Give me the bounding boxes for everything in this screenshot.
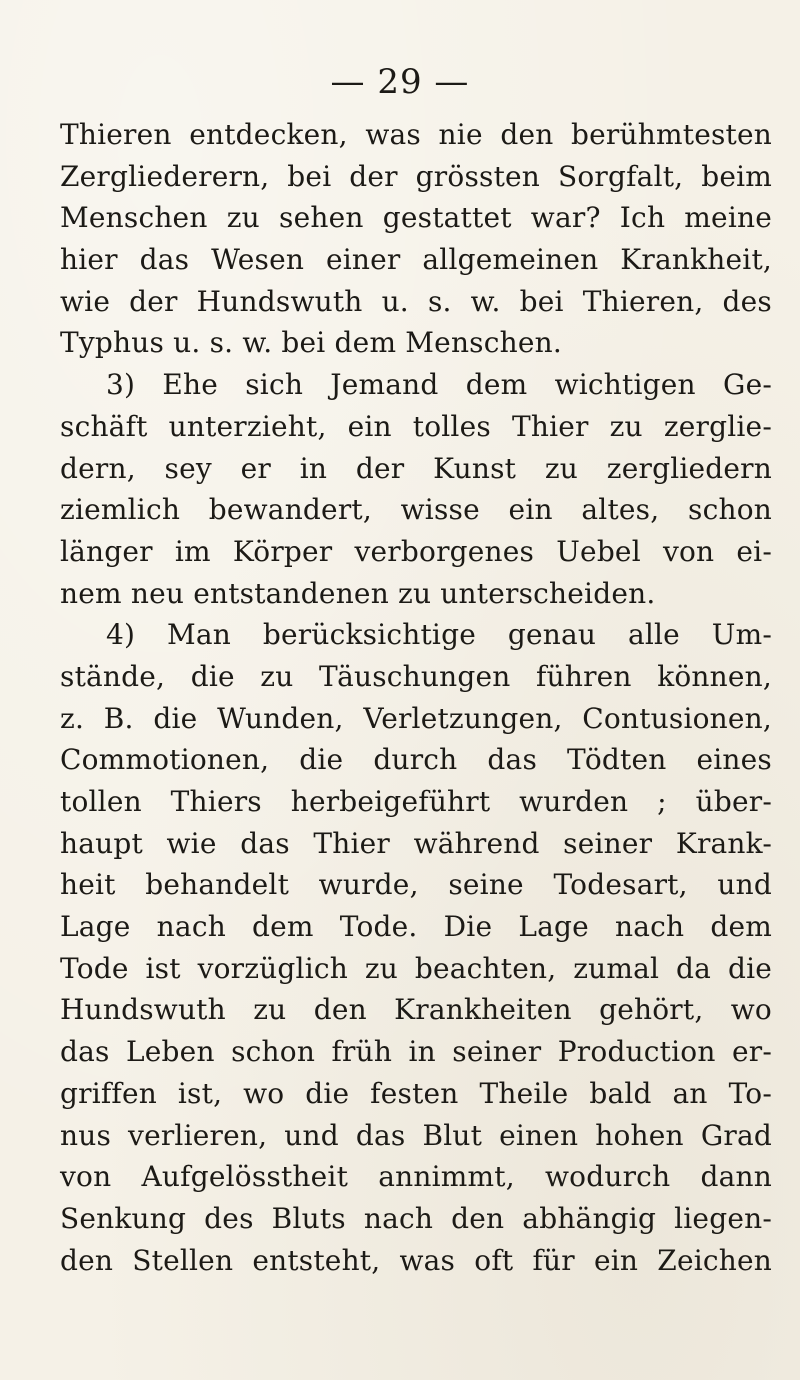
text-line: Commotionen, die durch das Tödten eines [60, 743, 772, 777]
text-line: tollen Thiers herbeigeführt wurden ; über- [60, 785, 772, 818]
text-line: nus verlieren, und das Blut einen hohen Grad [60, 1118, 772, 1152]
text-line: länger im Körper verborgenes Uebel von ei- [60, 534, 772, 568]
text-line: Zergliederern, bei der grössten Sorgfalt, beim [60, 159, 772, 193]
text-line: heit behandelt wurde, seine Todesart, und [60, 868, 772, 902]
text-line: stände, die zu Täuschungen führen können, [60, 659, 772, 693]
text-line: Tode ist vorzüglich zu beachten, zumal da die [60, 951, 772, 985]
text-line: ziemlich bewandert, wisse ein altes, schon [60, 493, 772, 527]
paragraph-end-line: nem neu entstandenen zu unterscheiden. [60, 576, 656, 610]
paragraph-start-line: 4) Man berücksichtige genau alle Um- [106, 618, 772, 652]
body-text [60, 114, 772, 1281]
text-line: Menschen zu sehen gestattet war? Ich meine [60, 201, 772, 235]
text-line: Hundswuth zu den Krankheiten gehört, wo [60, 993, 772, 1027]
text-line: das Leben schon früh in seiner Production er- [60, 1035, 772, 1069]
text-line: den Stellen entsteht, was oft für ein Zeichen [60, 1243, 772, 1277]
page-number: — 29 — [330, 62, 470, 102]
text-line: Lage nach dem Tode. Die Lage nach dem [60, 910, 772, 944]
text-line: z. B. die Wunden, Verletzungen, Contusionen, [60, 701, 772, 735]
paragraph-end-line: Typhus u. s. w. bei dem Menschen. [60, 326, 562, 360]
text-line: haupt wie das Thier während seiner Krank- [60, 826, 772, 860]
text-line: dern, sey er in der Kunst zu zergliedern [60, 451, 772, 485]
text-line: griffen ist, wo die festen Theile bald an To- [60, 1076, 772, 1110]
text-line: Thieren entdecken, was nie den berühmtesten [60, 118, 772, 151]
paragraph-start-line: 3) Ehe sich Jemand dem wichtigen Ge- [106, 368, 772, 402]
text-line: wie der Hundswuth u. s. w. bei Thieren, des [60, 284, 772, 318]
text-line: von Aufgelösstheit annimmt, wodurch dann [60, 1160, 772, 1194]
text-line: schäft unterzieht, ein tolles Thier zu zerglie- [60, 409, 772, 443]
text-line: hier das Wesen einer allgemeinen Krankheit, [60, 243, 772, 277]
text-line: Senkung des Bluts nach den abhängig liegen- [60, 1201, 772, 1235]
